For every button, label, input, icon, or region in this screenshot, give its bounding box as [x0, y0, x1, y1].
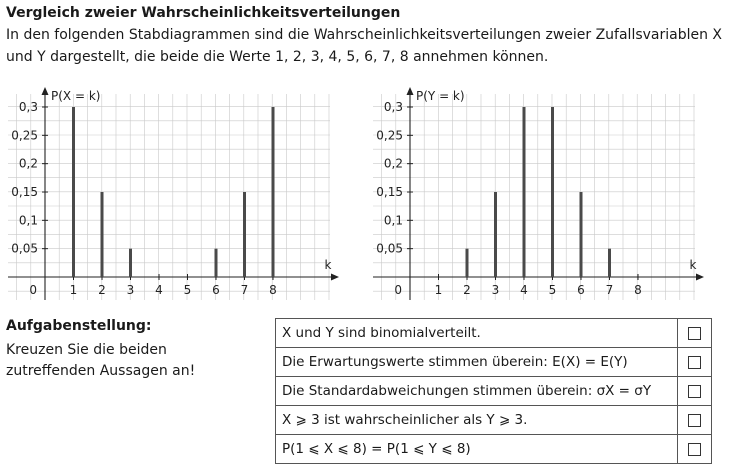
y-tick-label: 0,05 — [376, 241, 403, 256]
x-axis-label: k — [689, 258, 697, 272]
chart-x-distribution — [0, 0, 365, 305]
x-tick-label: 7 — [240, 283, 249, 297]
x-tick-label: 6 — [577, 283, 585, 297]
x-tick-label: 8 — [269, 283, 277, 297]
x-tick-label: 4 — [155, 283, 163, 297]
x-tick-label: 5 — [183, 283, 192, 297]
x-tick-label: 1 — [434, 283, 443, 297]
y-tick-label: 0,25 — [11, 128, 38, 143]
x-tick-label: 3 — [491, 283, 500, 297]
y-tick-label: 0,25 — [376, 128, 403, 143]
x-tick-label: 6 — [212, 283, 220, 297]
chart-y-distribution — [365, 0, 730, 305]
y-tick-label: 0,15 — [376, 185, 403, 199]
x-tick-label: 3 — [126, 283, 135, 297]
option-statement: Die Standardabweichungen stimmen überein: σX = σY — [276, 377, 678, 406]
y-axis-label: P(X = k) — [51, 89, 101, 103]
checkbox[interactable] — [688, 356, 701, 369]
checkbox[interactable] — [688, 327, 701, 340]
checkbox[interactable] — [688, 443, 701, 456]
option-statement: Die Erwartungswerte stimmen überein: E(X) = E(Y) — [276, 348, 678, 377]
task-text: Kreuzen Sie die beiden zutreffenden Aussagen an! — [6, 342, 196, 379]
option-row — [276, 348, 712, 377]
page-title: Vergleich zweier Wahrscheinlichkeitsverteilungen — [6, 5, 401, 21]
y-tick-label: 0,3 — [18, 100, 38, 114]
x-axis-arrow — [331, 274, 339, 281]
option-statement: P(1 ⩽ X ⩽ 8) = P(1 ⩽ Y ⩽ 8) — [276, 435, 678, 464]
option-row — [276, 377, 712, 406]
y-tick-label: 0,2 — [383, 156, 403, 171]
task-heading: Aufgabenstellung: — [6, 318, 152, 334]
option-statement: X und Y sind binomialverteilt. — [276, 319, 678, 348]
x-tick-label: 5 — [548, 283, 557, 297]
y-tick-label: 0,15 — [11, 185, 38, 199]
y-tick-label: 0,2 — [18, 156, 38, 171]
option-cell — [678, 348, 712, 377]
x-tick-label: 4 — [520, 283, 528, 297]
x-axis-arrow — [696, 274, 704, 281]
option-cell — [678, 319, 712, 348]
option-cell — [678, 377, 712, 406]
option-row — [276, 406, 712, 435]
x-tick-label: 2 — [463, 283, 471, 297]
y-tick-label: 0,1 — [383, 213, 403, 228]
origin-label: 0 — [29, 283, 37, 297]
y-axis-arrow — [407, 87, 414, 95]
checkbox[interactable] — [688, 385, 701, 398]
x-tick-label: 1 — [69, 283, 78, 297]
y-tick-label: 0,1 — [18, 213, 38, 228]
option-cell — [678, 406, 712, 435]
x-tick-label: 8 — [634, 283, 642, 297]
option-row — [276, 435, 712, 464]
intro-text: In den folgenden Stabdiagrammen sind die Wahrscheinlichkeitsverteilungen zweier Zufallsvariablen X und Y dargestellt, die beide die Werte 1, 2, 3, 4, 5, 6, 7, 8 annehmen können. — [6, 27, 723, 65]
option-cell — [678, 435, 712, 464]
option-statement: X ⩾ 3 ist wahrscheinlicher als Y ⩾ 3. — [276, 406, 678, 435]
checkbox[interactable] — [688, 414, 701, 427]
y-axis-label: P(Y = k) — [416, 89, 465, 103]
answer-options-table — [275, 318, 712, 464]
option-row — [276, 319, 712, 348]
origin-label: 0 — [394, 283, 402, 297]
y-tick-label: 0,3 — [383, 100, 403, 114]
y-axis-arrow — [42, 87, 49, 95]
x-tick-label: 2 — [98, 283, 106, 297]
y-tick-label: 0,05 — [11, 241, 38, 256]
x-axis-label: k — [324, 258, 332, 272]
x-tick-label: 7 — [605, 283, 614, 297]
